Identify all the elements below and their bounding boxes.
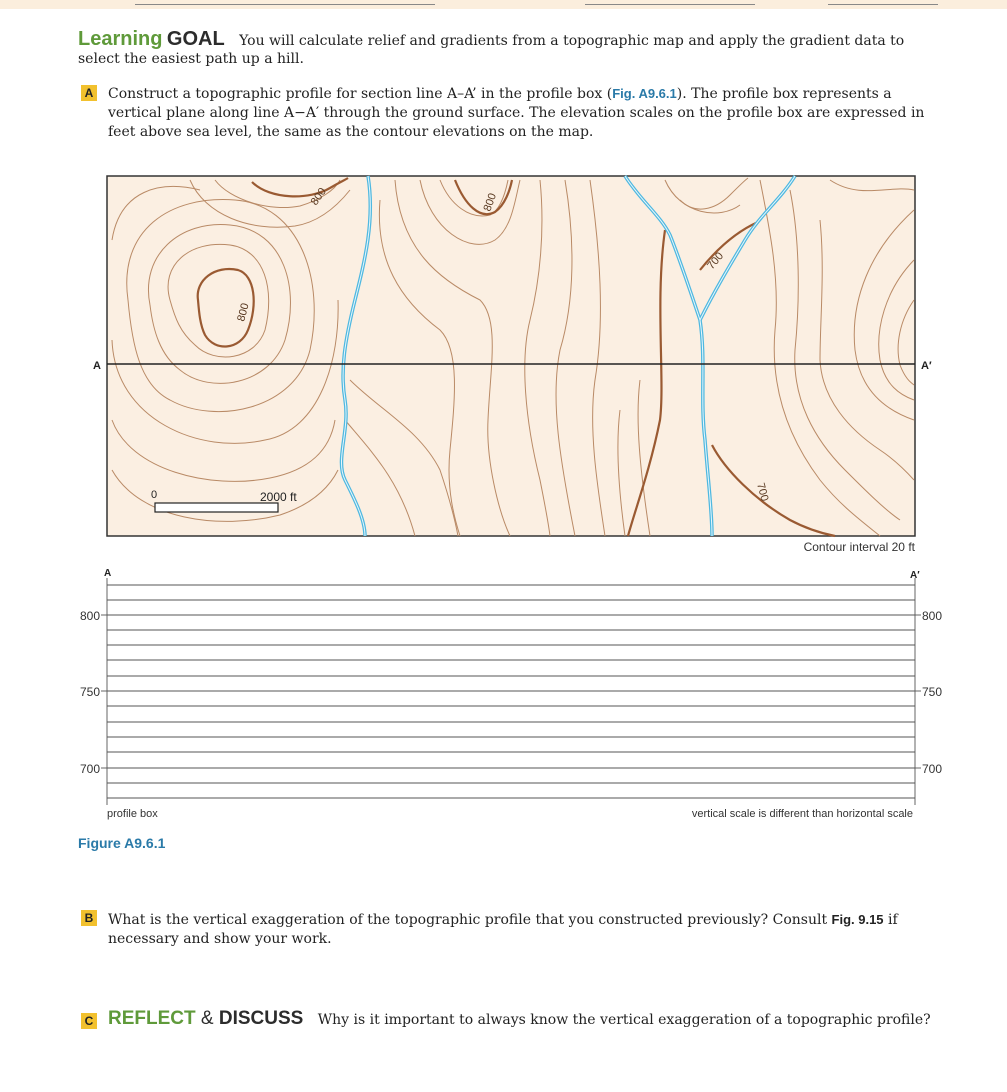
scale-zero: 0	[151, 489, 158, 501]
contour-label-700: 700	[705, 250, 727, 272]
part-c-badge: C	[81, 1013, 97, 1029]
profile-note-left: profile box	[107, 808, 158, 820]
contour-label-800: 800	[481, 191, 500, 214]
part-b-text-after: if necessary and show your work.	[108, 912, 898, 947]
elevation-label-left: 750	[79, 685, 100, 699]
goal-text: You will calculate relief and gradients from a topographic map and apply the gradient data to select the easiest path up a hill.	[78, 33, 905, 67]
section-end-label: A′	[921, 360, 932, 372]
elevation-label-left: 800	[79, 609, 100, 623]
part-c-text	[108, 1009, 968, 1030]
part-b-text	[108, 910, 938, 949]
elevation-label-right: 700	[922, 762, 943, 776]
figure-caption: Figure A9.6.1	[78, 835, 166, 851]
part-a-fig-ref[interactable]: Fig. A9.6.1	[612, 86, 677, 101]
goal-label-learning: Learning	[78, 28, 163, 50]
part-b-text-before: What is the vertical exaggeration of the topographic profile that you constructed previously? Consult	[108, 912, 832, 928]
contour-label-800: 800	[308, 185, 329, 208]
contour-label-800: 800	[235, 301, 252, 323]
map-frame	[107, 176, 915, 536]
elevation-label-left: 700	[79, 762, 100, 776]
section-start-label: A	[93, 360, 101, 372]
goal-label-goal: GOAL	[166, 28, 225, 50]
part-b-fig-ref[interactable]: Fig. 9.15	[831, 912, 884, 927]
profile-start-label: A	[104, 568, 112, 579]
scale-end: 2000 ft	[260, 490, 297, 504]
reflect-label: REFLECT	[108, 1008, 196, 1029]
contour-interval: Contour interval 20 ft	[803, 540, 915, 554]
elevation-label-right: 750	[922, 685, 943, 699]
scale-bar	[155, 503, 278, 512]
profile-grid	[101, 578, 921, 805]
part-c-question: Why is it important to always know the vertical exaggeration of a topographic profile?	[317, 1012, 931, 1028]
discuss-label: DISCUSS	[218, 1008, 304, 1029]
part-a-text-before: Construct a topographic profile for section line A–A’ in the profile box (	[108, 86, 613, 102]
part-a-badge: A	[81, 85, 97, 101]
part-a-text-after: ). The profile box represents a vertical plane along line A−A′ through the ground surface. The elevation scales on the profile box are expressed in feet above sea level, the same as the contour elevations on the map.	[108, 86, 925, 140]
reflect-ampersand: &	[195, 1008, 219, 1029]
part-b-badge: B	[81, 910, 97, 926]
profile-end-label: A′	[910, 570, 920, 581]
contour-label-700: 700	[754, 481, 771, 503]
profile-note-right: vertical scale is different than horizontal scale	[691, 808, 913, 820]
profile-box	[0, 560, 1007, 840]
elevation-label-right: 800	[922, 609, 943, 623]
